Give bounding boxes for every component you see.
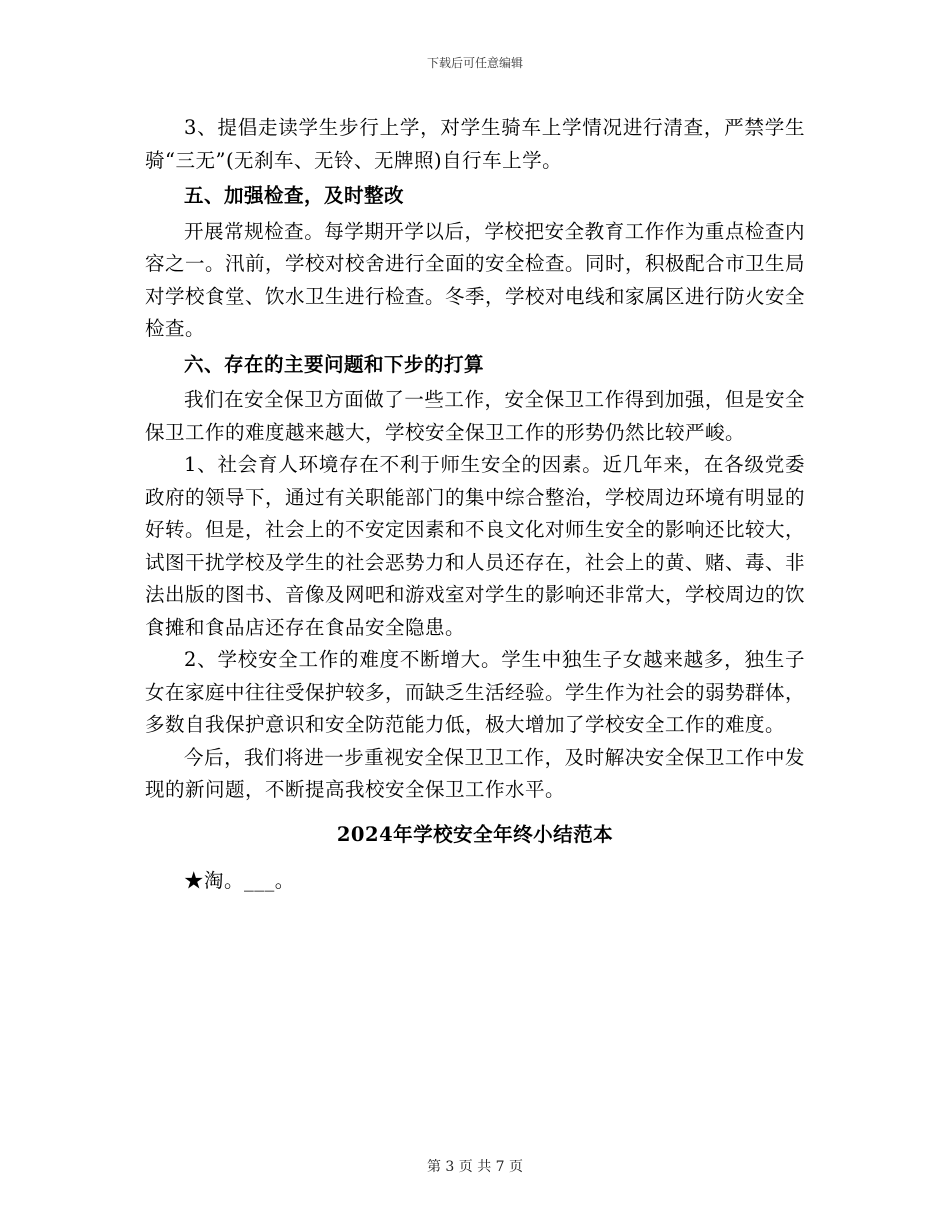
page-header: 下载后可任意编辑	[426, 56, 523, 70]
document-title: 2024年学校安全年终小结范本	[336, 822, 614, 846]
paragraph-difficulty-increase: 2、学校安全工作的难度不断增大。学生中独生子女越来越多，独生子女在家庭中往往受保护较多，而缺乏生活经验。学生作为社会的弱势群体，多数自我保护意识和安全防范能力低，极大增加了学校安全工作的难度。	[145, 648, 806, 736]
section-heading-5: 五、加强检查，及时整改	[184, 184, 405, 207]
paragraph-future-plans: 今后，我们将进一步重视安全保卫卫工作，及时解决安全保卫工作中发现的新问题，不断提高我校安全保卫工作水平。	[145, 745, 805, 801]
section-heading-6: 六、存在的主要问题和下步的打算	[184, 352, 485, 376]
paragraph-overview-problems: 我们在安全保卫方面做了一些工作，安全保卫工作得到加强，但是安全保卫工作的难度越来越大，学校安全保卫工作的形势仍然比较严峻。	[145, 388, 805, 444]
paragraph-walking-to-school: 3、提倡走读学生步行上学，对学生骑车上学情况进行清查，严禁学生骑“三无”(无刹车、无铃、无牌照)自行车上学。	[145, 116, 805, 172]
page-footer: 第 3 页 共 7 页	[426, 1159, 524, 1175]
paragraph-social-environment: 1、社会育人环境存在不利于师生安全的因素。近几年来，在各级党委政府的领导下，通过有关职能部门的集中综合整治，学校周边环境有明显的好转。但是，社会上的不安定因素和不良文化对师生安全的影响还比较大，试图干扰学校及学生的社会恶势力和人员还存在，社会上的黄、赌、毒、非法出版的图书、音像及网吧和游戏室对学生的影响还非常大，学校周边的饮食摊和食品店还存在食品安全隐患。	[145, 453, 806, 639]
paragraph-routine-inspection: 开展常规检查。每学期开学以后，学校把安全教育工作作为重点检查内容之一。汛前，学校对校舍进行全面的安全检查。同时，积极配合市卫生局对学校食堂、饮水卫生进行检查。冬季，学校对电线和家属区进行防火安全检查。	[145, 219, 806, 340]
document-body	[145, 112, 805, 898]
paragraph-star-line: ★淘。___。	[184, 869, 295, 892]
